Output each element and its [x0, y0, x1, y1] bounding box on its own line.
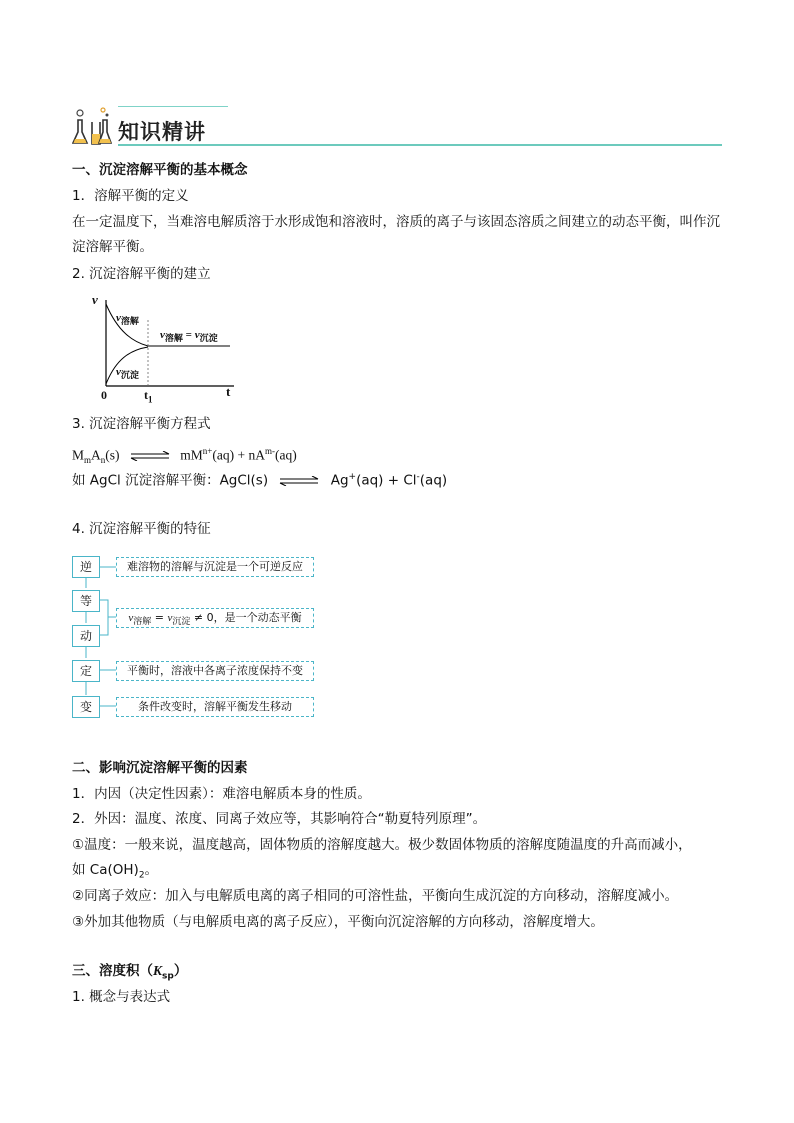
s2-line5: ②同离子效应：加入与电解质电离的离子相同的可溶性盐，平衡向生成沉淀的方向移动，溶解度减小。	[72, 888, 679, 904]
section1-heading: 一、沉淀溶解平衡的基本概念	[72, 162, 248, 178]
s1-p1-text: 在一定温度下，当难溶电解质溶于水形成饱和溶液时，溶质的离子与该固态溶质之间建立的动态平衡，叫作沉淀溶解平衡。	[72, 214, 720, 255]
s1-p4-title: 4. 沉淀溶解平衡的特征	[72, 521, 211, 537]
header-accent-line	[118, 106, 228, 107]
equilibrium-arrow-icon	[278, 476, 320, 486]
s1-p2-title: 2. 沉淀溶解平衡的建立	[72, 266, 211, 282]
s2-line3: ①温度：一般来说，温度越高，固体物质的溶解度越大。极少数固体物质的溶解度随温度的升高而减小，	[72, 837, 692, 853]
section2-heading: 二、影响沉淀溶解平衡的因素	[72, 760, 248, 776]
s1-p1-title: 1．溶解平衡的定义	[72, 188, 189, 204]
v-dissolve-label: $v_{溶解}$	[116, 312, 139, 327]
t1-label: $t_1$	[144, 388, 153, 405]
s2-line4: 如 $Ca(OH)_2$。	[72, 862, 159, 881]
equation-agcl: 如 AgCl 沉淀溶解平衡：AgCl(s) Ag+(aq) + Cl-(aq)	[72, 472, 448, 489]
s2-line2: 2．外因：温度、浓度、同离子效应等，其影响符合“勒夏特列原理”。	[72, 811, 487, 827]
feature-desc-shift: 条件改变时，溶解平衡发生移动	[116, 697, 314, 717]
x-axis-label: t	[226, 384, 231, 399]
flask-icon	[72, 106, 112, 146]
section3-heading: 三、溶度积$(K_{sp})$	[72, 963, 188, 982]
feature-node-bian: 变	[72, 696, 100, 718]
flow-connectors	[72, 555, 322, 720]
s1-p3-title: 3. 沉淀溶解平衡方程式	[72, 416, 211, 432]
header-title: 知识精讲	[118, 120, 206, 144]
v-equal-label: $v_{溶解} = v_{沉淀}$	[160, 329, 218, 344]
feature-node-deng: 等	[72, 590, 100, 612]
header-underline	[118, 144, 722, 146]
feature-desc-constant: 平衡时，溶液中各离子浓度保持不变	[116, 661, 314, 681]
y-axis-label: v	[92, 292, 98, 307]
features-flowchart	[72, 555, 322, 720]
feature-node-dong: 动	[72, 625, 100, 647]
origin-label: 0	[101, 388, 107, 402]
equation-general: $M_mA_n(s) mM^{n+}(aq) + nA^{m-}(aq)$	[72, 446, 297, 466]
equilibrium-graph	[88, 294, 238, 406]
s3-line1: 1. 概念与表达式	[72, 989, 171, 1005]
section-header	[72, 102, 722, 148]
s2-line6: ③外加其他物质（与电解质电离的离子反应），平衡向沉淀溶解的方向移动，溶解度增大。	[72, 914, 604, 930]
feature-desc-dynamic: $v_{溶解} = v_{沉淀} \ne 0$，是一个动态平衡	[116, 608, 314, 628]
feature-node-ding: 定	[72, 660, 100, 682]
v-precipitate-label: $v_{沉淀}$	[116, 366, 139, 381]
equilibrium-arrow-icon	[129, 451, 171, 461]
feature-desc-reversible: 难溶物的溶解与沉淀是一个可逆反应	[116, 557, 314, 577]
s2-line1: 1．内因（决定性因素）：难溶电解质本身的性质。	[72, 786, 371, 802]
feature-node-ni: 逆	[72, 556, 100, 578]
graph-canvas	[88, 294, 238, 406]
